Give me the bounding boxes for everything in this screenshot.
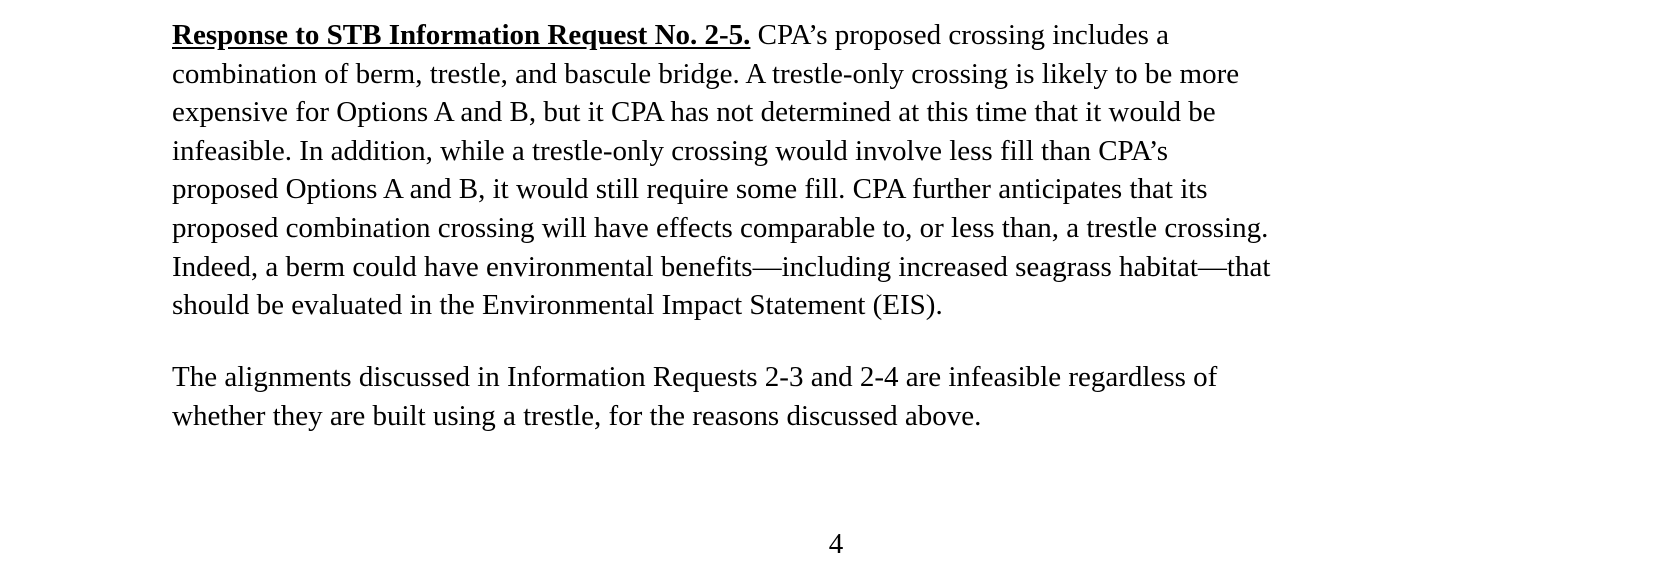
paragraph-line: whether they are built using a trestle, for the reasons discussed above. <box>172 399 982 432</box>
paragraph-line: Indeed, a berm could have environmental benefits—including increased seagrass habitat—that <box>172 250 1271 283</box>
paragraph-line: proposed combination crossing will have effects comparable to, or less than, a trestle crossing. <box>172 211 1269 244</box>
paragraph-line: combination of berm, trestle, and bascule bridge. A trestle-only crossing is likely to be more <box>172 57 1240 90</box>
alignments-paragraph <box>172 358 1492 435</box>
paragraph-line: infeasible. In addition, while a trestle-only crossing would involve less fill than CPA’s <box>172 134 1169 167</box>
paragraph-line <box>172 16 1492 55</box>
paragraph-line: proposed Options A and B, it would still require some fill. CPA further anticipates that its <box>172 173 1208 206</box>
paragraph-line: expensive for Options A and B, but it CPA has not determined at this time that it would be <box>172 96 1216 129</box>
page-number: 4 <box>828 528 844 560</box>
response-paragraph <box>172 16 1492 325</box>
response-heading: Response to STB Information Request No. 2-5. <box>172 19 751 51</box>
paragraph-line: The alignments discussed in Information Requests 2-3 and 2-4 are infeasible regardless of <box>172 361 1218 393</box>
paragraph-line: should be evaluated in the Environmental Impact Statement (EIS). <box>172 289 943 322</box>
paragraph-text: CPA’s proposed crossing includes a <box>750 19 1170 51</box>
